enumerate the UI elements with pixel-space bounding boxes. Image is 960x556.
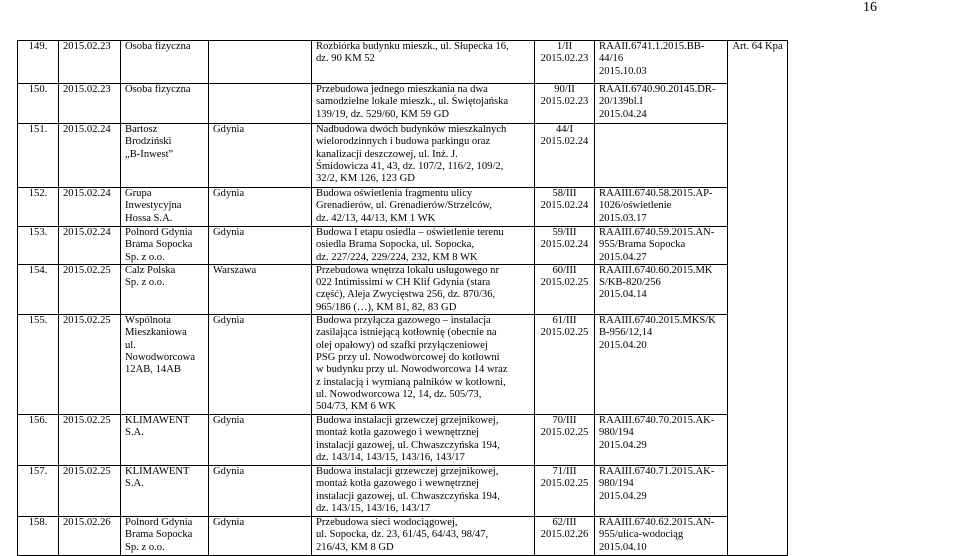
table-row [18, 466, 788, 517]
case-number-cell: 62/III 2015.02.26 [535, 517, 595, 556]
date-cell: 2015.02.23 [59, 84, 121, 124]
case-number-cell: 59/III 2015.02.24 [535, 227, 595, 265]
date-cell: 2015.02.25 [59, 315, 121, 415]
row-number: 153. [18, 227, 59, 265]
applicant-cell: Calz Polska Sp. z o.o. [121, 264, 209, 314]
reference-cell: RAAII.6741.1.2015.BB- 44/16 2015.10.03 [595, 41, 728, 84]
place-cell: Gdynia [209, 466, 312, 517]
row-number: 154. [18, 264, 59, 314]
date-cell: 2015.02.25 [59, 466, 121, 517]
case-number-cell: 44/I 2015.02.24 [535, 124, 595, 188]
reference-cell: RAAIII.6740.58.2015.AP- 1026/oświetlenie 2015.03.17 [595, 188, 728, 227]
remarks-cell: Art. 64 Kpa [728, 41, 788, 556]
date-cell: 2015.02.24 [59, 124, 121, 188]
page-number: 16 [863, 0, 877, 15]
applicant-cell: Polnord Gdynia Brama Sopocka Sp. z o.o. [121, 517, 209, 556]
reference-cell: RAAIII.6740.62.2015.AN- 955/ulica-wodociąg 2015.04.10 [595, 517, 728, 556]
description-cell: Budowa I etapu osiedla – oświetlenie terenu osiedla Brama Sopocka, ul. Sopocka, dz. 227/224, 229/224, 232, KM 8 WK [312, 227, 535, 265]
row-number: 149. [18, 41, 59, 84]
applicant-cell: Osoba fizyczna [121, 41, 209, 84]
row-number: 150. [18, 84, 59, 124]
row-number: 151. [18, 124, 59, 188]
reference-cell: RAAIII.6740.59.2015.AN- 955/Brama Sopocka 2015.04.27 [595, 227, 728, 265]
place-cell: Gdynia [209, 227, 312, 265]
date-cell: 2015.02.23 [59, 41, 121, 84]
applicant-cell: Osoba fizyczna [121, 84, 209, 124]
table-row [18, 264, 788, 314]
case-number-cell: 70/III 2015.02.25 [535, 415, 595, 466]
date-cell: 2015.02.24 [59, 227, 121, 265]
description-cell: Budowa instalacji grzewczej grzejnikowej, montaż kotła gazowego i wewnętrznej instalacji gazowej, ul. Chwaszczyńska 194, dz. 143/15, 143/16, 143/17 [312, 466, 535, 517]
row-number: 158. [18, 517, 59, 556]
date-cell: 2015.02.25 [59, 415, 121, 466]
case-number-cell: 61/III 2015.02.25 [535, 315, 595, 415]
table-row [18, 227, 788, 265]
applicant-cell: Wspólnota Mieszkaniowa ul. Nowodworcowa 12AB, 14AB [121, 315, 209, 415]
reference-cell [595, 124, 728, 188]
place-cell: Gdynia [209, 415, 312, 466]
description-cell: Przebudowa wnętrza lokalu usługowego nr 022 Intimissimi w CH Klif Gdynia (stara część), Aleja Zwycięstwa 256, dz. 870/36, 965/186 (…), KM 81, 82, 83 GD [312, 264, 535, 314]
table-row [18, 415, 788, 466]
place-cell [209, 41, 312, 84]
description-cell: Przebudowa jednego mieszkania na dwa samodzielne lokale mieszk., ul. Świętojańska 139/19, dz. 529/60, KM 59 GD [312, 84, 535, 124]
place-cell [209, 84, 312, 124]
table-row [18, 84, 788, 124]
case-number-cell: 71/III 2015.02.25 [535, 466, 595, 517]
register-table [17, 40, 788, 556]
case-number-cell: 60/III 2015.02.25 [535, 264, 595, 314]
description-cell: Przebudowa sieci wodociągowej, ul. Sopocka, dz. 23, 61/45, 64/43, 98/47, 216/43, KM 8 GD [312, 517, 535, 556]
table-row [18, 517, 788, 556]
reference-cell: RAAIII.6740.2015.MKS/K B-956/12,14 2015.04.20 [595, 315, 728, 415]
table-row [18, 41, 788, 84]
table-row [18, 315, 788, 415]
case-number-cell: 1/II 2015.02.23 [535, 41, 595, 84]
date-cell: 2015.02.26 [59, 517, 121, 556]
place-cell: Gdynia [209, 315, 312, 415]
applicant-cell: Bartosz Brodziński „B-Inwest” [121, 124, 209, 188]
row-number: 152. [18, 188, 59, 227]
date-cell: 2015.02.24 [59, 188, 121, 227]
row-number: 156. [18, 415, 59, 466]
applicant-cell: Polnord Gdynia Brama Sopocka Sp. z o.o. [121, 227, 209, 265]
date-cell: 2015.02.25 [59, 264, 121, 314]
table-row [18, 188, 788, 227]
table-row [18, 124, 788, 188]
description-cell: Budowa instalacji grzewczej grzejnikowej, montaż kotła gazowego i wewnętrznej instalacji gazowej, ul. Chwaszczyńska 194, dz. 143/14, 143/15, 143/16, 143/17 [312, 415, 535, 466]
row-number: 157. [18, 466, 59, 517]
reference-cell: RAAIII.6740.60.2015.MK S/KB-820/256 2015.04.14 [595, 264, 728, 314]
applicant-cell: Grupa Inwestycyjna Hossa S.A. [121, 188, 209, 227]
place-cell: Gdynia [209, 188, 312, 227]
reference-cell: RAAIII.6740.70.2015.AK- 980/194 2015.04.29 [595, 415, 728, 466]
description-cell: Budowa oświetlenia fragmentu ulicy Grenadierów, ul. Grenadierów/Strzelców, dz. 42/13, 44/13, KM 1 WK [312, 188, 535, 227]
applicant-cell: KLIMAWENT S.A. [121, 415, 209, 466]
case-number-cell: 90/II 2015.02.23 [535, 84, 595, 124]
description-cell: Nadbudowa dwóch budynków mieszkalnych wielorodzinnych i budowa parkingu oraz kanalizacji deszczowej, ul. Inż. J. Śmidowicza 41, 43, dz. 107/2, 116/2, 109/2, 32/2, KM 126, 123 GD [312, 124, 535, 188]
place-cell: Warszawa [209, 264, 312, 314]
row-number: 155. [18, 315, 59, 415]
case-number-cell: 58/III 2015.02.24 [535, 188, 595, 227]
description-cell: Rozbiórka budynku mieszk., ul. Słupecka 16, dz. 90 KM 52 [312, 41, 535, 84]
description-cell: Budowa przyłącza gazowego – instalacja zasilająca istniejącą kotłownię (obecnie na olej opałowy) od szafki przyłączeniowej PSG przy ul. Nowodworcowej do kotłowni w budynku przy ul. Nowodworcowa 14 wraz z instalacją i wymianą palników w kotłowni, ul. Nowodworcowa 12, 14, dz. 505/73, 504/73, KM 6 WK [312, 315, 535, 415]
applicant-cell: KLIMAWENT S.A. [121, 466, 209, 517]
reference-cell: RAAII.6740.90.20145.DR- 20/139bl.I 2015.04.24 [595, 84, 728, 124]
place-cell: Gdynia [209, 124, 312, 188]
place-cell: Gdynia [209, 517, 312, 556]
reference-cell: RAAIII.6740.71.2015.AK- 980/194 2015.04.29 [595, 466, 728, 517]
